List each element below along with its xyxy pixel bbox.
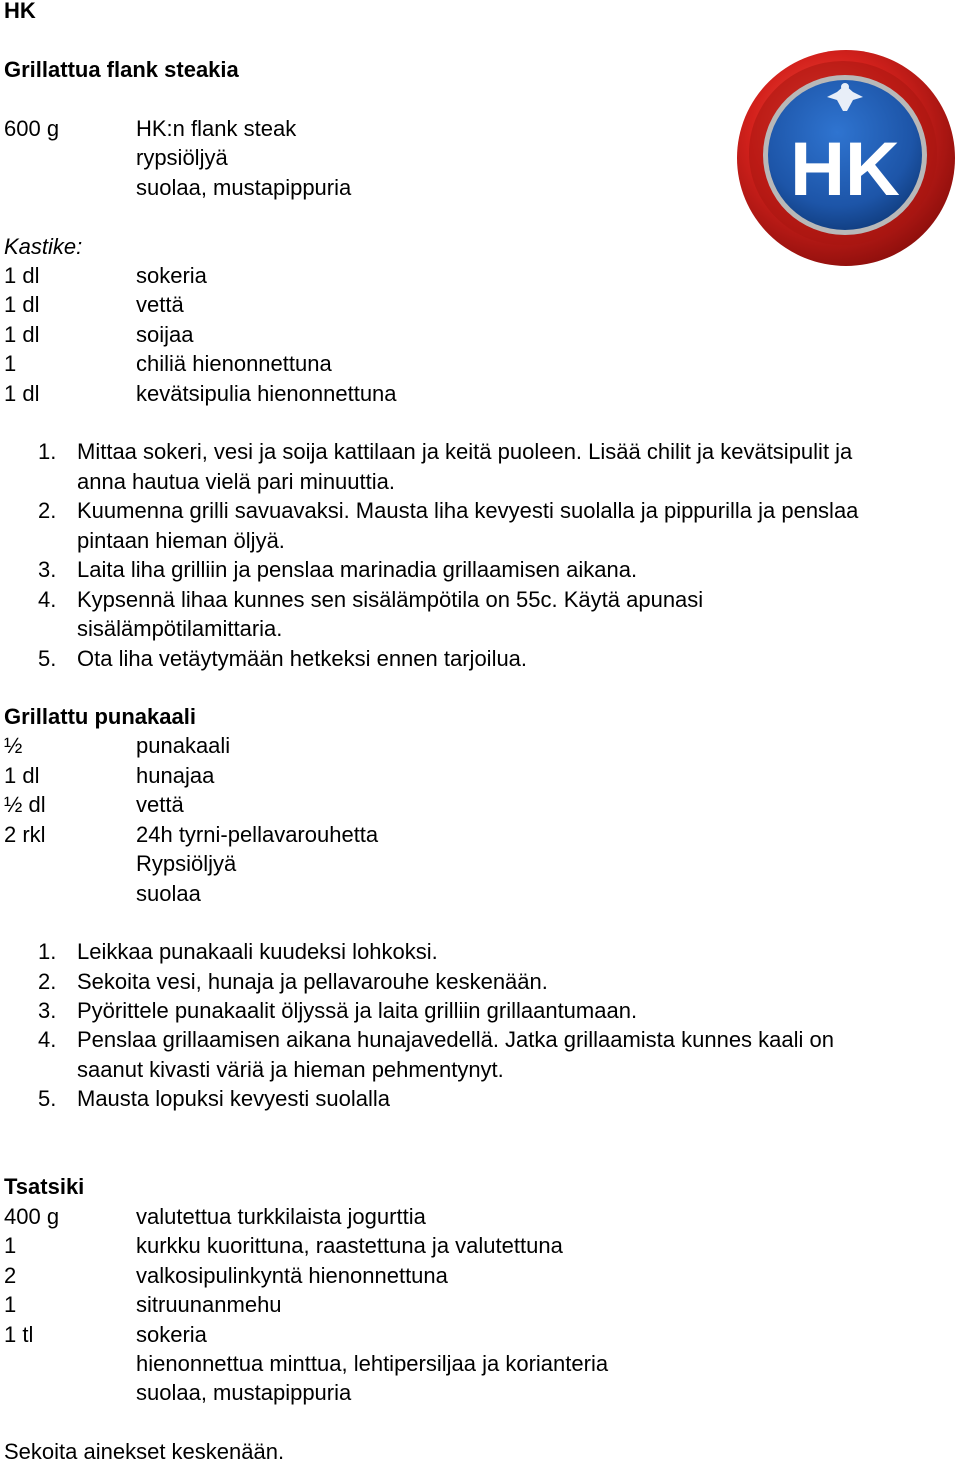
step-text: pintaan hieman öljyä. xyxy=(77,528,285,553)
ingredient-item: rypsiöljyä xyxy=(136,145,228,170)
step-text: Ota liha vetäytymään hetkeksi ennen tarjoilua. xyxy=(77,646,528,671)
ingredient-item: valkosipulinkyntä hienonnettuna xyxy=(136,1263,448,1288)
ingredient-item: punakaali xyxy=(136,733,231,758)
step-text: Laita liha grilliin ja penslaa marinadia grillaamisen aikana. xyxy=(77,557,638,582)
ingredient-qty: 400 g xyxy=(4,1204,60,1229)
brand-heading: HK xyxy=(4,0,36,23)
ingredient-item: suolaa xyxy=(136,881,201,906)
ingredient-qty: 1 tl xyxy=(4,1322,34,1347)
ingredient-qty: ½ xyxy=(4,733,23,758)
ingredient-item: kurkku kuorittuna, raastettuna ja valutettuna xyxy=(136,1233,563,1258)
ingredient-item: hienonnettua minttua, lehtipersiljaa ja korianteria xyxy=(136,1351,609,1376)
step-number: 3. xyxy=(38,998,57,1023)
ingredient-item: soijaa xyxy=(136,322,194,347)
hk-logo xyxy=(735,45,957,270)
ingredient-item: vettä xyxy=(136,792,184,817)
ingredient-qty: 2 rkl xyxy=(4,822,46,847)
step-number: 3. xyxy=(38,557,57,582)
step-text: anna hautua vielä pari minuuttia. xyxy=(77,469,395,494)
step-text: Sekoita vesi, hunaja ja pellavarouhe keskenään. xyxy=(77,969,548,994)
ingredient-qty: 1 dl xyxy=(4,763,40,788)
ingredient-qty: 1 dl xyxy=(4,263,40,288)
closing-instruction: Sekoita ainekset keskenään. xyxy=(4,1439,285,1464)
step-text: Leikkaa punakaali kuudeksi lohkoksi. xyxy=(77,939,438,964)
ingredient-item: hunajaa xyxy=(136,763,215,788)
ingredient-item: suolaa, mustapippuria xyxy=(136,175,352,200)
ingredient-qty: 1 dl xyxy=(4,381,40,406)
step-text: sisälämpötilamittaria. xyxy=(77,616,283,641)
ingredient-qty: 1 dl xyxy=(4,322,40,347)
sauce-label: Kastike: xyxy=(4,234,83,259)
ingredient-item: Rypsiöljyä xyxy=(136,851,237,876)
step-number: 1. xyxy=(38,939,57,964)
step-text: saanut kivasti väriä ja hieman pehmentynyt. xyxy=(77,1057,504,1082)
step-number: 4. xyxy=(38,1027,57,1052)
step-number: 4. xyxy=(38,587,57,612)
step-number: 1. xyxy=(38,439,57,464)
step-text: Kypsennä lihaa kunnes sen sisälämpötila on 55c. Käytä apunasi xyxy=(77,587,704,612)
ingredient-item: sokeria xyxy=(136,1322,207,1347)
step-text: Penslaa grillaamisen aikana hunajavedellä. Jatka grillaamista kunnes kaali on xyxy=(77,1027,835,1052)
ingredient-qty: ½ dl xyxy=(4,792,46,817)
ingredient-item: vettä xyxy=(136,292,184,317)
ingredient-qty: 1 xyxy=(4,351,17,376)
step-text: Kuumenna grilli savuavaksi. Mausta liha kevyesti suolalla ja pippurilla ja penslaa xyxy=(77,498,859,523)
ingredient-item: sitruunanmehu xyxy=(136,1292,282,1317)
step-number: 2. xyxy=(38,498,57,523)
step-number: 5. xyxy=(38,1086,57,1111)
step-number: 5. xyxy=(38,646,57,671)
step-text: Mittaa sokeri, vesi ja soija kattilaan ja keitä puoleen. Lisää chilit ja kevätsipulit ja xyxy=(77,439,853,464)
ingredient-item: suolaa, mustapippuria xyxy=(136,1380,352,1405)
recipe-title: Grillattua flank steakia xyxy=(4,57,239,82)
step-text: Pyörittele punakaalit öljyssä ja laita grilliin grillaantumaan. xyxy=(77,998,638,1023)
step-text: Mausta lopuksi kevyesti suolalla xyxy=(77,1086,391,1111)
ingredient-item: 24h tyrni-pellavarouhetta xyxy=(136,822,379,847)
ingredient-qty: 2 xyxy=(4,1263,17,1288)
ingredient-item: chiliä hienonnettuna xyxy=(136,351,332,376)
ingredient-qty: 1 dl xyxy=(4,292,40,317)
ingredient-item: kevätsipulia hienonnettuna xyxy=(136,381,397,406)
recipe-title: Tsatsiki xyxy=(4,1174,85,1199)
hk-logo-text: HK xyxy=(790,127,900,212)
ingredient-item: valutettua turkkilaista jogurttia xyxy=(136,1204,426,1229)
ingredient-qty: 1 xyxy=(4,1292,17,1317)
ingredient-item: HK:n flank steak xyxy=(136,116,297,141)
step-number: 2. xyxy=(38,969,57,994)
recipe-title: Grillattu punakaali xyxy=(4,704,196,729)
ingredient-qty: 600 g xyxy=(4,116,60,141)
ingredient-qty: 1 xyxy=(4,1233,17,1258)
ingredient-item: sokeria xyxy=(136,263,207,288)
